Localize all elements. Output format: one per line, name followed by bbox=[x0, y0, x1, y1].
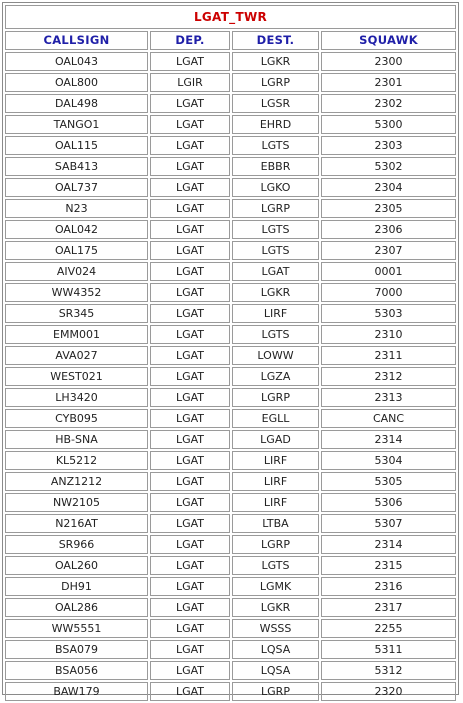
destination-cell: LQSA bbox=[232, 640, 319, 659]
departure-cell: LGAT bbox=[150, 304, 230, 323]
table-row[interactable] bbox=[5, 388, 456, 407]
departure-cell: LGAT bbox=[150, 493, 230, 512]
callsign-cell: OAL042 bbox=[5, 220, 148, 239]
table-row[interactable] bbox=[5, 598, 456, 617]
destination-cell: LIRF bbox=[232, 493, 319, 512]
destination-cell: LGTS bbox=[232, 556, 319, 575]
departure-cell: LGAT bbox=[150, 94, 230, 113]
departure-cell: LGAT bbox=[150, 178, 230, 197]
callsign-cell: SAB413 bbox=[5, 157, 148, 176]
departure-cell: LGAT bbox=[150, 136, 230, 155]
table-row[interactable] bbox=[5, 640, 456, 659]
callsign-cell: OAL175 bbox=[5, 241, 148, 260]
squawk-cell: 2255 bbox=[321, 619, 456, 638]
squawk-cell: 5304 bbox=[321, 451, 456, 470]
callsign-cell: SR345 bbox=[5, 304, 148, 323]
squawk-cell: 5306 bbox=[321, 493, 456, 512]
squawk-cell: 5307 bbox=[321, 514, 456, 533]
callsign-cell: WW5551 bbox=[5, 619, 148, 638]
flight-strip-panel bbox=[2, 2, 459, 698]
squawk-cell: 2305 bbox=[321, 199, 456, 218]
table-row[interactable] bbox=[5, 367, 456, 386]
table-row[interactable] bbox=[5, 493, 456, 512]
callsign-cell: OAL737 bbox=[5, 178, 148, 197]
table-row[interactable] bbox=[5, 199, 456, 218]
squawk-cell: 5300 bbox=[321, 115, 456, 134]
destination-cell: WSSS bbox=[232, 619, 319, 638]
destination-cell: LGRP bbox=[232, 682, 319, 701]
departure-cell: LGAT bbox=[150, 577, 230, 596]
departure-cell: LGAT bbox=[150, 325, 230, 344]
destination-cell: LIRF bbox=[232, 472, 319, 491]
destination-cell: LGZA bbox=[232, 367, 319, 386]
callsign-cell: SR966 bbox=[5, 535, 148, 554]
table-row[interactable] bbox=[5, 409, 456, 428]
squawk-cell: 2316 bbox=[321, 577, 456, 596]
callsign-cell: EMM001 bbox=[5, 325, 148, 344]
callsign-cell: AIV024 bbox=[5, 262, 148, 281]
destination-cell: LGKR bbox=[232, 283, 319, 302]
callsign-cell: OAL800 bbox=[5, 73, 148, 92]
departure-cell: LGAT bbox=[150, 640, 230, 659]
callsign-cell: BSA056 bbox=[5, 661, 148, 680]
destination-cell: LGTS bbox=[232, 325, 319, 344]
callsign-cell: OAL286 bbox=[5, 598, 148, 617]
squawk-cell: 2306 bbox=[321, 220, 456, 239]
squawk-cell: 0001 bbox=[321, 262, 456, 281]
table-row[interactable] bbox=[5, 430, 456, 449]
column-header-squawk[interactable]: SQUAWK bbox=[321, 31, 456, 50]
callsign-cell: DH91 bbox=[5, 577, 148, 596]
table-row[interactable] bbox=[5, 178, 456, 197]
squawk-cell: 2304 bbox=[321, 178, 456, 197]
panel-title: LGAT_TWR bbox=[5, 5, 456, 29]
callsign-cell: ANZ1212 bbox=[5, 472, 148, 491]
callsign-cell: OAL043 bbox=[5, 52, 148, 71]
callsign-cell: LH3420 bbox=[5, 388, 148, 407]
callsign-cell: BAW179 bbox=[5, 682, 148, 701]
departure-cell: LGAT bbox=[150, 430, 230, 449]
table-row[interactable] bbox=[5, 262, 456, 281]
table-row[interactable] bbox=[5, 535, 456, 554]
destination-cell: LGTS bbox=[232, 220, 319, 239]
destination-cell: LGRP bbox=[232, 535, 319, 554]
table-row[interactable] bbox=[5, 661, 456, 680]
destination-cell: LGRP bbox=[232, 388, 319, 407]
callsign-cell: BSA079 bbox=[5, 640, 148, 659]
squawk-cell: 2311 bbox=[321, 346, 456, 365]
column-header-callsign[interactable]: CALLSIGN bbox=[5, 31, 148, 50]
squawk-cell: 5302 bbox=[321, 157, 456, 176]
destination-cell: LQSA bbox=[232, 661, 319, 680]
squawk-cell: 5312 bbox=[321, 661, 456, 680]
destination-cell: LGAD bbox=[232, 430, 319, 449]
destination-cell: EGLL bbox=[232, 409, 319, 428]
departure-cell: LGAT bbox=[150, 241, 230, 260]
table-row[interactable] bbox=[5, 283, 456, 302]
callsign-cell: DAL498 bbox=[5, 94, 148, 113]
table-row[interactable] bbox=[5, 451, 456, 470]
departure-cell: LGAT bbox=[150, 619, 230, 638]
callsign-cell: WEST021 bbox=[5, 367, 148, 386]
destination-cell: LOWW bbox=[232, 346, 319, 365]
squawk-cell: 2307 bbox=[321, 241, 456, 260]
column-header-departure[interactable]: DEP. bbox=[150, 31, 230, 50]
departure-cell: LGAT bbox=[150, 682, 230, 701]
departure-cell: LGAT bbox=[150, 472, 230, 491]
departure-cell: LGAT bbox=[150, 220, 230, 239]
squawk-cell: CANC bbox=[321, 409, 456, 428]
departure-cell: LGIR bbox=[150, 73, 230, 92]
squawk-cell: 2303 bbox=[321, 136, 456, 155]
callsign-cell: OAL115 bbox=[5, 136, 148, 155]
destination-cell: LGAT bbox=[232, 262, 319, 281]
destination-cell: LGKR bbox=[232, 598, 319, 617]
destination-cell: EHRD bbox=[232, 115, 319, 134]
table-row[interactable] bbox=[5, 136, 456, 155]
table-row[interactable] bbox=[5, 115, 456, 134]
table-row[interactable] bbox=[5, 94, 456, 113]
departure-cell: LGAT bbox=[150, 157, 230, 176]
callsign-cell: N23 bbox=[5, 199, 148, 218]
callsign-cell: N216AT bbox=[5, 514, 148, 533]
destination-cell: LGRP bbox=[232, 199, 319, 218]
departure-cell: LGAT bbox=[150, 283, 230, 302]
callsign-cell: NW2105 bbox=[5, 493, 148, 512]
departure-cell: LGAT bbox=[150, 661, 230, 680]
departure-cell: LGAT bbox=[150, 409, 230, 428]
departure-cell: LGAT bbox=[150, 598, 230, 617]
squawk-cell: 5311 bbox=[321, 640, 456, 659]
callsign-cell: HB-SNA bbox=[5, 430, 148, 449]
destination-cell: LGKO bbox=[232, 178, 319, 197]
destination-cell: LGTS bbox=[232, 241, 319, 260]
departure-cell: LGAT bbox=[150, 52, 230, 71]
callsign-cell: OAL260 bbox=[5, 556, 148, 575]
table-row[interactable] bbox=[5, 472, 456, 491]
squawk-cell: 2310 bbox=[321, 325, 456, 344]
destination-cell: LGMK bbox=[232, 577, 319, 596]
departure-cell: LGAT bbox=[150, 451, 230, 470]
squawk-cell: 7000 bbox=[321, 283, 456, 302]
table-header-row bbox=[5, 31, 456, 50]
callsign-cell: KL5212 bbox=[5, 451, 148, 470]
departure-cell: LGAT bbox=[150, 367, 230, 386]
table-row[interactable] bbox=[5, 52, 456, 71]
table-row[interactable] bbox=[5, 241, 456, 260]
column-header-destination[interactable]: DEST. bbox=[232, 31, 319, 50]
table-row[interactable] bbox=[5, 157, 456, 176]
departure-cell: LGAT bbox=[150, 115, 230, 134]
destination-cell: LIRF bbox=[232, 451, 319, 470]
table-row[interactable] bbox=[5, 577, 456, 596]
destination-cell: LGRP bbox=[232, 73, 319, 92]
departure-cell: LGAT bbox=[150, 199, 230, 218]
squawk-cell: 2312 bbox=[321, 367, 456, 386]
destination-cell: EBBR bbox=[232, 157, 319, 176]
table-row[interactable] bbox=[5, 556, 456, 575]
callsign-cell: AVA027 bbox=[5, 346, 148, 365]
departure-cell: LGAT bbox=[150, 514, 230, 533]
departure-cell: LGAT bbox=[150, 535, 230, 554]
table-body bbox=[5, 52, 456, 701]
departure-cell: LGAT bbox=[150, 346, 230, 365]
destination-cell: LTBA bbox=[232, 514, 319, 533]
destination-cell: LGKR bbox=[232, 52, 319, 71]
squawk-cell: 2320 bbox=[321, 682, 456, 701]
squawk-cell: 2300 bbox=[321, 52, 456, 71]
squawk-cell: 5303 bbox=[321, 304, 456, 323]
destination-cell: LIRF bbox=[232, 304, 319, 323]
callsign-cell: WW4352 bbox=[5, 283, 148, 302]
squawk-cell: 2313 bbox=[321, 388, 456, 407]
callsign-cell: CYB095 bbox=[5, 409, 148, 428]
table-row[interactable] bbox=[5, 304, 456, 323]
squawk-cell: 2314 bbox=[321, 535, 456, 554]
destination-cell: LGTS bbox=[232, 136, 319, 155]
squawk-cell: 5305 bbox=[321, 472, 456, 491]
table-row[interactable] bbox=[5, 514, 456, 533]
table-row[interactable] bbox=[5, 682, 456, 701]
table-row[interactable] bbox=[5, 346, 456, 365]
departure-cell: LGAT bbox=[150, 388, 230, 407]
flight-table bbox=[3, 29, 458, 703]
squawk-cell: 2315 bbox=[321, 556, 456, 575]
squawk-cell: 2317 bbox=[321, 598, 456, 617]
squawk-cell: 2302 bbox=[321, 94, 456, 113]
table-row[interactable] bbox=[5, 73, 456, 92]
departure-cell: LGAT bbox=[150, 556, 230, 575]
squawk-cell: 2301 bbox=[321, 73, 456, 92]
table-row[interactable] bbox=[5, 220, 456, 239]
squawk-cell: 2314 bbox=[321, 430, 456, 449]
departure-cell: LGAT bbox=[150, 262, 230, 281]
table-row[interactable] bbox=[5, 325, 456, 344]
destination-cell: LGSR bbox=[232, 94, 319, 113]
callsign-cell: TANGO1 bbox=[5, 115, 148, 134]
table-row[interactable] bbox=[5, 619, 456, 638]
